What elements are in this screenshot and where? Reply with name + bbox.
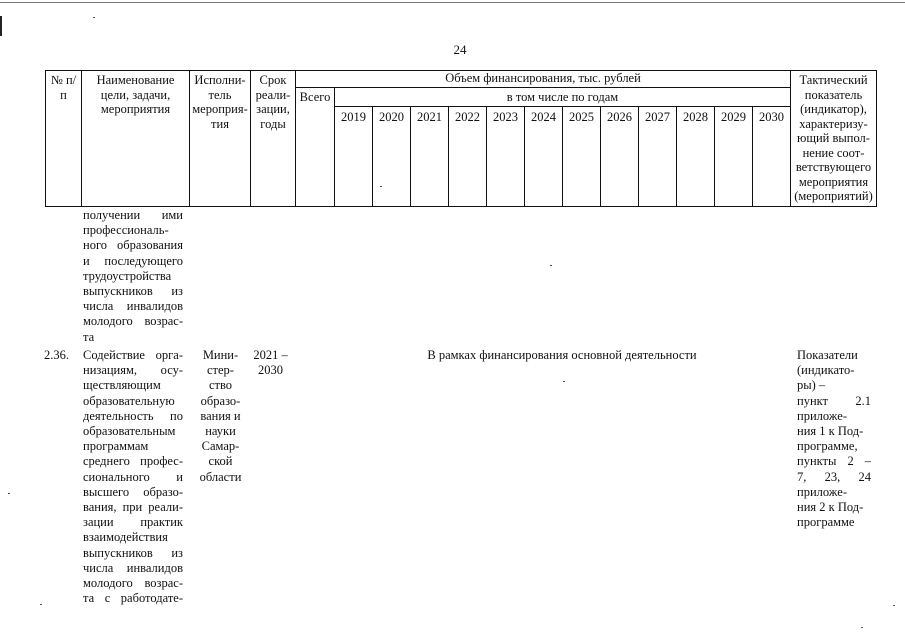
year-2022: 2022: [449, 107, 487, 207]
scan-left-mark: [0, 16, 2, 36]
header-total: Всего: [296, 88, 335, 207]
header-funding: Объем финансирования, тыс. рублей: [296, 71, 791, 88]
scan-speck: [40, 604, 42, 605]
text-line: программе,: [797, 439, 858, 454]
text-line: пункт 2.1: [797, 393, 871, 408]
year-2023: 2023: [487, 107, 525, 207]
text-line: программе: [797, 515, 855, 530]
text-line: вания и: [200, 408, 241, 423]
scan-speck: [550, 265, 552, 266]
text-line: (индикато-: [797, 363, 855, 378]
text-line: получении ими: [83, 208, 183, 222]
row-executor: [190, 348, 251, 485]
text-line: пункты 2 –: [797, 454, 871, 469]
text-line: та с работодате-: [83, 591, 183, 606]
text-line: Содействие орга-: [83, 348, 183, 362]
text-line: программам: [83, 439, 149, 454]
header-term: Срок реали- зации, годы: [251, 71, 296, 207]
text-line: выпускников из: [83, 284, 183, 299]
year-2020: 2020: [373, 107, 411, 207]
year-2027: 2027: [639, 107, 677, 207]
year-2028: 2028: [677, 107, 715, 207]
table-header: [45, 70, 877, 207]
year-2019: 2019: [335, 107, 373, 207]
year-2021: 2021: [411, 107, 449, 207]
text-line: 7, 23, 24: [797, 469, 871, 484]
text-line: молодого возрас-: [83, 314, 183, 329]
text-line: приложе-: [797, 408, 847, 423]
text-line: низациям, осу-: [83, 363, 183, 378]
text-line: сионального и: [83, 469, 183, 484]
text-line: и последующего: [83, 253, 183, 268]
text-line: приложе-: [797, 484, 847, 499]
text-line: ской: [208, 454, 233, 469]
row-indicator: [797, 348, 871, 530]
text-line: профессиональ-: [83, 223, 169, 238]
year-2025: 2025: [563, 107, 601, 207]
year-2029: 2029: [715, 107, 753, 207]
text-line: 2030: [258, 363, 283, 378]
row-number: 2.36.: [44, 348, 69, 362]
header-name: Наименование цели, задачи, мероприятия: [82, 71, 190, 207]
scan-speck: [8, 493, 10, 494]
page-number: 24: [453, 42, 467, 57]
text-line: зации практик: [83, 515, 183, 530]
text-line: стер-: [207, 363, 234, 378]
row-funding-note: В рамках финансирования основной деятельности: [427, 348, 697, 362]
text-line: среднего профес-: [83, 454, 183, 469]
scan-speck: [861, 627, 863, 628]
text-line: образовательную: [83, 393, 175, 408]
header-number: № п/п: [46, 71, 82, 207]
text-line: ного образования: [83, 238, 183, 253]
text-line: ры) –: [797, 378, 826, 393]
continuation-text: [83, 208, 183, 345]
text-line: Показатели: [797, 348, 858, 362]
text-line: та: [83, 329, 95, 344]
text-line: ния 2 к Под-: [797, 500, 864, 515]
header-indicator: Тактический показатель (индикатор), характеризу- ющий выпол- нение соот- ветствующего мероприятия (мероприятий): [791, 71, 877, 207]
text-line: области: [199, 469, 242, 484]
scan-top-edge: [0, 2, 905, 3]
text-line: взаимодействия: [83, 530, 168, 545]
text-line: высшего образо-: [83, 484, 183, 499]
text-line: 2021 –: [253, 348, 288, 362]
text-line: науки: [205, 424, 236, 439]
text-line: Самар-: [201, 439, 240, 454]
scan-speck: [93, 17, 95, 18]
row-term: [248, 348, 293, 378]
text-line: выпускников из: [83, 545, 183, 560]
text-line: Мини-: [202, 348, 239, 362]
text-line: ство: [208, 378, 233, 393]
year-2024: 2024: [525, 107, 563, 207]
row-name: [83, 348, 183, 606]
scan-speck: [380, 186, 382, 187]
year-2026: 2026: [601, 107, 639, 207]
text-line: ния 1 к Под-: [797, 424, 864, 439]
text-line: молодого возрас-: [83, 576, 183, 591]
header-executor: Исполни- тель мероприя- тия: [190, 71, 251, 207]
scan-speck: [563, 381, 565, 382]
text-line: образо-: [200, 393, 241, 408]
text-line: числа инвалидов: [83, 299, 183, 314]
text-line: трудоустройства: [83, 268, 172, 283]
header-by-years: в том числе по годам: [335, 88, 791, 107]
scan-speck: [893, 605, 895, 606]
year-2030: 2030: [753, 107, 791, 207]
text-line: вания, при реали-: [83, 500, 183, 515]
text-line: ществляющим: [83, 378, 161, 393]
text-line: деятельность по: [83, 408, 183, 423]
text-line: числа инвалидов: [83, 560, 183, 575]
text-line: образовательным: [83, 424, 176, 439]
